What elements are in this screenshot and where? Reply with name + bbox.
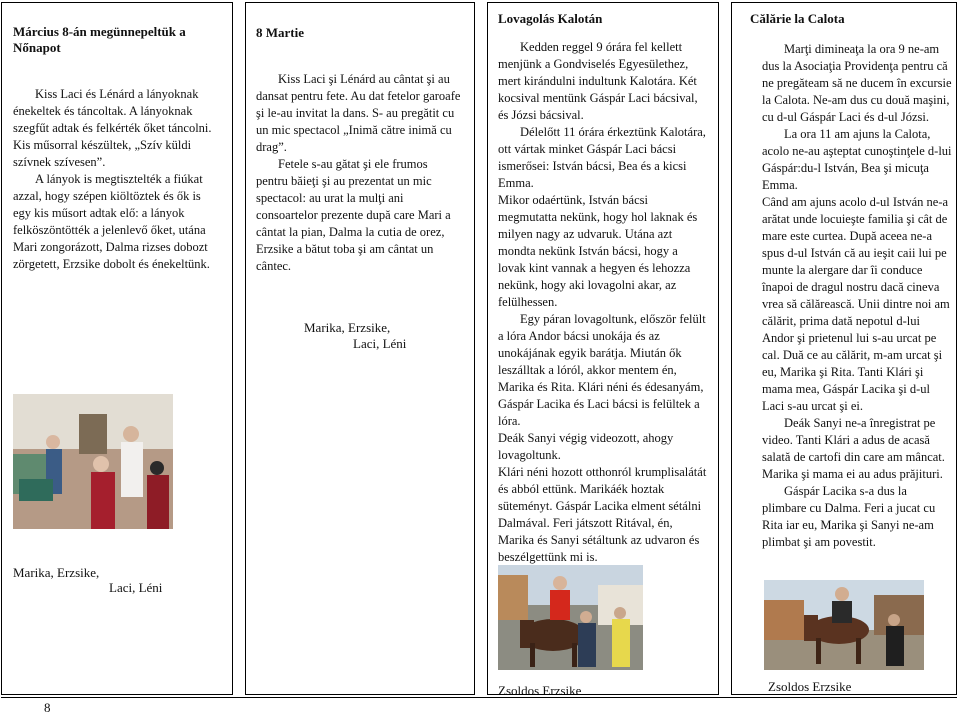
paragraph: Kedden reggel 9 órára fel kellett menjünk a Gondviselés Egyesülethez, mert kirándulni indultunk Kalotára. Két kocsival mentünk Gáspár Laci bácsival, és Józsi bácsival. bbox=[498, 40, 698, 122]
article-body bbox=[13, 86, 221, 273]
paragraph: Mikor odaértünk, István bácsi megmutatta nekünk, hogy hol laknak és milyen nagy az udvaruk. Utána azt mondta nekünk István bácsi, hogy a lovak kint vannak a hegyen és lehozza nekünk, hogy aki lovagolni akar, az felülhessen. bbox=[498, 193, 698, 309]
signature-line: Laci, Léni bbox=[109, 580, 163, 595]
paragraph: Délelőtt 11 órára érkeztünk Kalotára, ott vártak minket Gáspár Laci bácsi ismerősei: István bácsi, Bea és a kicsi Emma. bbox=[498, 125, 706, 190]
signature-line: Marika, Erzsike, bbox=[13, 565, 100, 580]
paragraph: Kiss Laci şi Lénárd au cântat şi au dansat pentru fete. Au dat fetelor garoafe şi le-au invitat la dans. S- au pregătit cu un mic spectacol „Inimă către inimă cu drag”. bbox=[256, 72, 461, 154]
paragraph: Când am ajuns acolo d-ul István ne-a arătat unde locuieşte familia şi cât de mare este curtea. După aceea ne-a spus d-ul István că au ieşit caii lui pe munte la alergare dar îi conduce înapoi de dragul nostru dacă cineva vrea să călărească. Unii dintre noi am călărit, prima dată nepotul d-lui Andor şi prietenul lui s-au urcat pe cal. Duă ce au călărit, m-am urcat şi eu, Marika şi Rita. Tanti Klári şi mama mea, Gáspár Lacika şi d-ul Laci s-au urcat şi ei. bbox=[762, 195, 950, 413]
article-body bbox=[498, 39, 708, 566]
article-title: Călărie la Calota bbox=[750, 11, 845, 26]
paragraph: La ora 11 am ajuns la Calota, acolo ne-au aşteptat cunoştinţele d-lui Gáspár:du-l István, Bea şi micuţa Emma. bbox=[762, 127, 952, 192]
column-hu-womens-day bbox=[1, 2, 233, 695]
column-ro-horse-riding bbox=[731, 2, 957, 695]
bottom-rule bbox=[1, 697, 957, 698]
article-body bbox=[762, 41, 952, 551]
paragraph: Gáspár Lacika s-a dus la plimbare cu Dalma. Feri a jucat cu Rita iar eu, Marika şi Sanyi ne-am plimbat şi am povestit. bbox=[762, 484, 936, 549]
photo-womens-day-party bbox=[13, 394, 173, 529]
signature: Zsoldos Erzsike bbox=[768, 679, 852, 694]
page-number: 8 bbox=[44, 700, 51, 715]
paragraph: Marţi dimineaţa la ora 9 ne-am dus la Asociaţia Providenţa pentru că ne pregăteam să ne ducem în excursie la Calota. Ne-am dus cu două maşini, cu d-ul Gáspár Laci és d-ul Józsi. bbox=[762, 42, 952, 124]
article-title: Március 8-án megünnepeltük a Nőnapot bbox=[13, 24, 186, 55]
article-title: 8 Martie bbox=[256, 25, 305, 40]
signature-line: Marika, Erzsike, bbox=[304, 320, 391, 335]
paragraph: Egy páran lovagoltunk, először felült a lóra Andor bácsi unokája és az unokájának egyik barátja. Miután ők leszálltak a lóról, akkor mentem én, Marika és Rita. Klári néni és édesanyám, Gáspár Lacika és Laci bácsi is felültek a lóra. bbox=[498, 312, 706, 428]
photo-horse-with-riders bbox=[764, 580, 924, 670]
paragraph: Deák Sanyi ne-a înregistrat pe video. Tanti Klári a adus de acasă salată de cartofi din care am mâncat. Marika şi mama ei au adus prăjituri. bbox=[762, 416, 945, 481]
article-title: Lovagolás Kalotán bbox=[498, 11, 603, 26]
photo-horse-riding bbox=[498, 565, 643, 670]
column-ro-womens-day bbox=[245, 2, 475, 695]
article-body bbox=[256, 71, 461, 275]
signature-line: Laci, Léni bbox=[353, 336, 407, 351]
column-hu-horse-riding bbox=[487, 2, 719, 695]
paragraph: Deák Sanyi végig videozott, ahogy lovagoltunk. bbox=[498, 431, 674, 462]
paragraph: Klári néni hozott otthonról krumplisalátát és abból ettünk. Marikáék hoztak süteményt. Gáspár Lacika elment sétálni Dalmával. Feri játszott Ritával, én, Marika és Sanyi sétáltunk az udvaron és beszélgettünk mi is. bbox=[498, 465, 707, 564]
paragraph: A lányok is megtisztelték a fiúkat azzal, hogy szépen kiöltöztek és ők is egy kis műsort adtak elő: a lányok felköszöntötték a jelenlevő őket, utána Mari zongorázott, Dalma rizses dobozt zörgetett, Erzsike dobolt és énekeltünk. bbox=[13, 172, 210, 271]
signature: Zsoldos Erzsike bbox=[498, 683, 582, 695]
paragraph: Fetele s-au gătat şi ele frumos pentru băieţi şi au prezentat un mic spectacol: au urat la mulţi ani consoartelor prezente după care Mari a cântat la pian, Dalma la cutia de orez, Erzsike a bătut toba şi am cântat un cântec. bbox=[256, 157, 451, 273]
paragraph: Kiss Laci és Lénárd a lányoknak énekeltek és táncoltak. A lányoknak szegfűt adtak és felkérték őket táncolni. Kis műsorral készültek, „Szív küldi szívnek szívesen”. bbox=[13, 87, 212, 169]
